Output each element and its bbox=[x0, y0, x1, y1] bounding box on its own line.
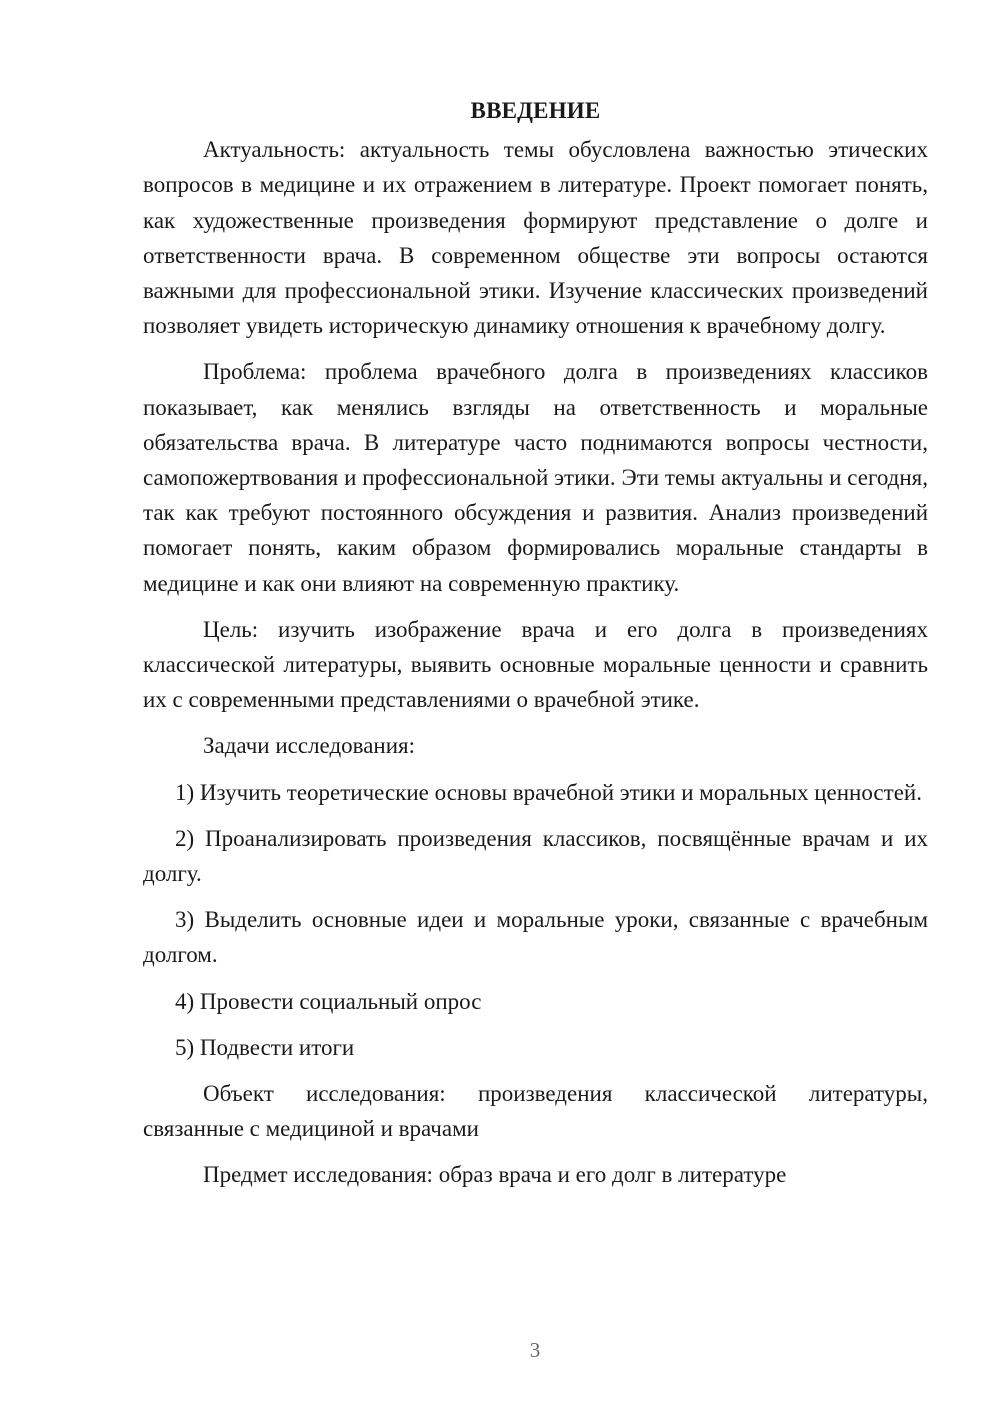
paragraph-goal: Цель: изучить изображение врача и его долга в произведениях классической литературы, выявить основные моральные ценности и сравнить их с современными представлениями о врачебной этике. bbox=[143, 616, 928, 713]
tasks-title: Задачи исследования: bbox=[203, 733, 416, 759]
section-heading: ВВЕДЕНИЕ bbox=[470, 98, 601, 123]
paragraph-object: Объект исследования: произведения классической литературы, связанные с медициной и врачами bbox=[143, 1081, 928, 1142]
task-item-1: 1) Изучить теоретические основы врачебной этики и моральных ценностей. bbox=[175, 779, 922, 805]
task-item-4: 4) Провести социальный опрос bbox=[175, 988, 482, 1014]
task-item-2: 2) Проанализировать произведения классиков, посвящённые врачам и их долгу. bbox=[143, 825, 928, 887]
paragraph-subject: Предмет исследования: образ врача и его долг в литературе bbox=[203, 1162, 787, 1188]
paragraph-problem: Проблема: проблема врачебного долга в произведениях классиков показывает, как менялись взгляды на ответственность и моральные обязательства врача. В литературе часто поднимаются вопросы честности, самопожертвования и профессиональной этики. Эти темы актуальны и сегодня, так как требуют постоянного обсуждения и развития. Анализ произведений помогает понять, каким образом формировались моральные стандарты в медицине и как они влияют на современную практику. bbox=[143, 359, 928, 596]
paragraph-relevance: Актуальность: актуальность темы обусловлена важностью этических вопросов в медицине и их отражением в литературе. Проект помогает понять, как художественные произведения формируют представление о долге и ответственности врача. В современном обществе эти вопросы остаются важными для профессиональной этики. Изучение классических произведений позволяет увидеть историческую динамику отношения к врачебному долгу. bbox=[143, 137, 928, 339]
page-number: 3 bbox=[529, 1338, 541, 1362]
task-item-5: 5) Подвести итоги bbox=[175, 1034, 355, 1060]
document-body bbox=[143, 93, 928, 1204]
task-item-3: 3) Выделить основные идеи и моральные уроки, связанные с врачебным долгом. bbox=[143, 907, 928, 968]
